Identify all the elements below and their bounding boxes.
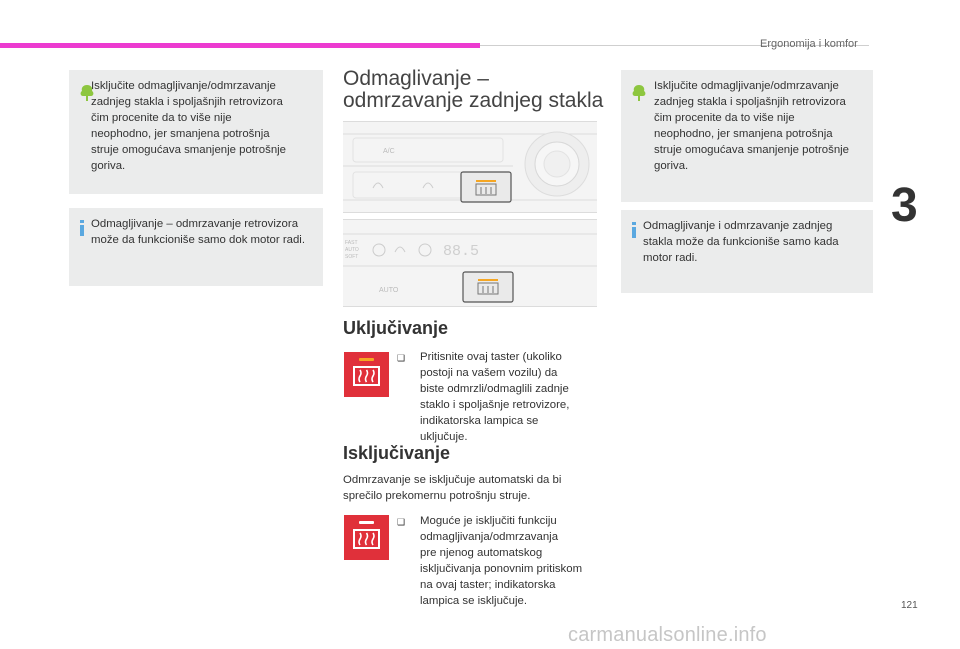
info-note-text-left: Odmagljivanje – odmrzavanje retrovizora može da funkcioniše samo dok motor radi. [91,218,305,246]
auto-small-label: AUTO [345,247,359,253]
off-description: Odmrzavanje se isključuje automatski da bi sprečilo prekomernu potrošnju struje. [343,474,562,502]
bullet-off-text: Moguće je isključiti funkciju odmagljivanja/odmrzavanja pre njenog automatskog isključivanja ponovnim pritiskom na ovaj taster; indikatorska lampica se isključuje. [420,515,583,607]
svg-text:FAST: FAST [345,240,358,246]
eco-note-box-left [69,70,323,194]
rear-defrost-on-icon [344,352,389,397]
leaf-icon [631,84,647,102]
panel-image-bottom [343,219,597,307]
bullet-on-text: Pritisnite ovaj taster (ukoliko postoji na vašem vozilu) da biste odmrzli/odmaglili zadnje staklo i spoljašnje retrovizore, indikatorska lampica se uključuje. [420,351,570,443]
eco-note-text-right: Isključite odmagljivanje/odmrzavanje zadnjeg stakla i spoljašnjih retrovizora čim procenite da to više nije neophodno, jer smanjena potrošnja struje omogućava smanjenje potrošnje goriva. [654,80,850,172]
heading-on: Uključivanje [343,318,449,338]
chapter-number: 3 [891,179,918,232]
panel-image-top [343,121,597,213]
info-note-box-right [621,210,873,293]
chapter-title: Ergonomija i komfor [760,38,858,50]
fan-display: 88.5 [443,243,480,260]
info-note-box-left [69,208,323,286]
svg-text:SOFT: SOFT [345,254,359,260]
eco-note-text-left: Isključite odmagljivanje/odmrzavanje zadnjeg stakla i spoljašnjih retrovizora čim procenite da to više nije neophodno, jer smanjena potrošnja struje omogućava smanjenje potrošnje goriva. [91,80,287,172]
info-icon [627,222,641,238]
watermark: carmanualsonline.info [568,624,767,646]
header-accent-bar [0,43,480,48]
page-number: 121 [901,600,918,611]
section-title: Odmaglivanje – odmrzavanje zadnjeg stakla [343,67,604,112]
heading-off: Isključivanje [343,443,451,463]
ac-label: A/C [383,148,395,155]
auto-label: AUTO [379,287,399,294]
rear-defrost-off-icon [344,515,389,560]
bullet-on: ❑ [397,353,406,363]
climate-panel-top [343,122,597,212]
eco-note-box-right [621,70,873,202]
info-icon [75,220,89,236]
bullet-off: ❑ [397,517,406,527]
info-note-text-right: Odmagljivanje i odmrzavanje zadnjeg stakla može da funkcioniše samo kada motor radi. [643,220,839,264]
climate-panel-bottom [343,220,597,306]
